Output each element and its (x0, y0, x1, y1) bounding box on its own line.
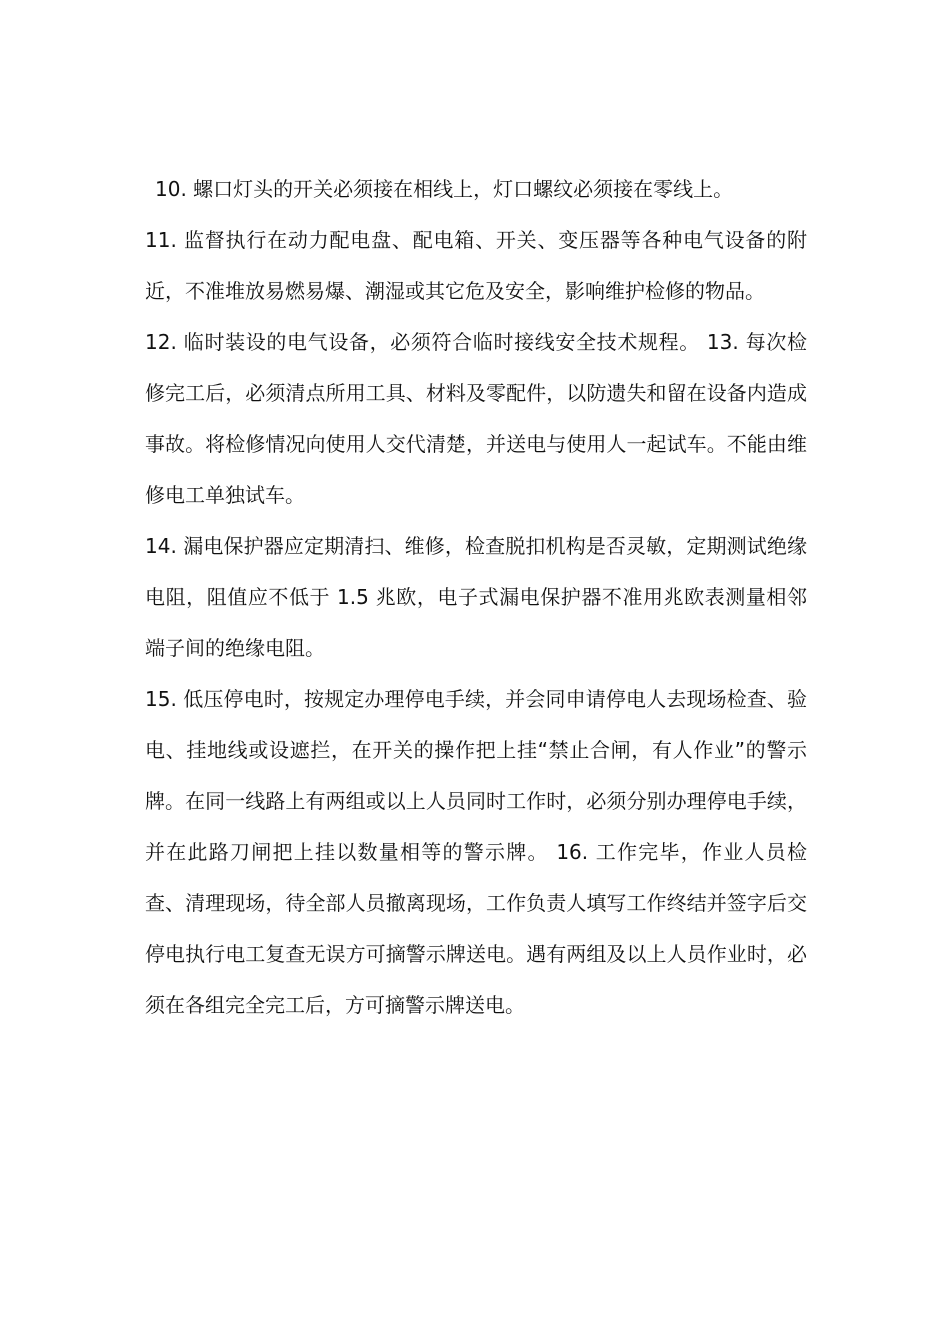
paragraph-item-11: 11. 监督执行在动力配电盘、配电箱、开关、变压器等各种电气设备的附近，不准堆放易燃易爆、潮湿或其它危及安全，影响维护检修的物品。 (145, 228, 807, 303)
paragraph-item-15-16: 15. 低压停电时，按规定办理停电手续，并会同申请停电人去现场检查、验电、挂地线或设遮拦，在开关的操作把上挂“禁止合闸，有人作业”的警示牌。在同一线路上有两组或以上人员同时工作时，必须分别办理停电手续，并在此路刀闸把上挂以数量相等的警示牌。 16. 工作完毕，作业人员检查、清理现场，待全部人员撤离现场，工作负责人填写工作终结并签字后交停电执行电工复查无误方可摘警示牌送电。遇有两组及以上人员作业时，必须在各组完全完工后，方可摘警示牌送电。 (145, 687, 807, 1017)
document-body (145, 164, 807, 1031)
paragraph-item-10: 10. 螺口灯头的开关必须接在相线上，灯口螺纹必须接在零线上。 (155, 177, 734, 201)
paragraph-item-14: 14. 漏电保护器应定期清扫、维修，检查脱扣机构是否灵敏，定期测试绝缘电阻，阻值应不低于 1.5 兆欧，电子式漏电保护器不准用兆欧表测量相邻端子间的绝缘电阻。 (145, 534, 807, 660)
paragraph-item-12-13: 12. 临时装设的电气设备，必须符合临时接线安全技术规程。 13. 每次检修完工后，必须清点所用工具、材料及零配件，以防遗失和留在设备内造成事故。将检修情况向使用人交代清楚，并送电与使用人一起试车。不能由维修电工单独试车。 (145, 330, 807, 507)
